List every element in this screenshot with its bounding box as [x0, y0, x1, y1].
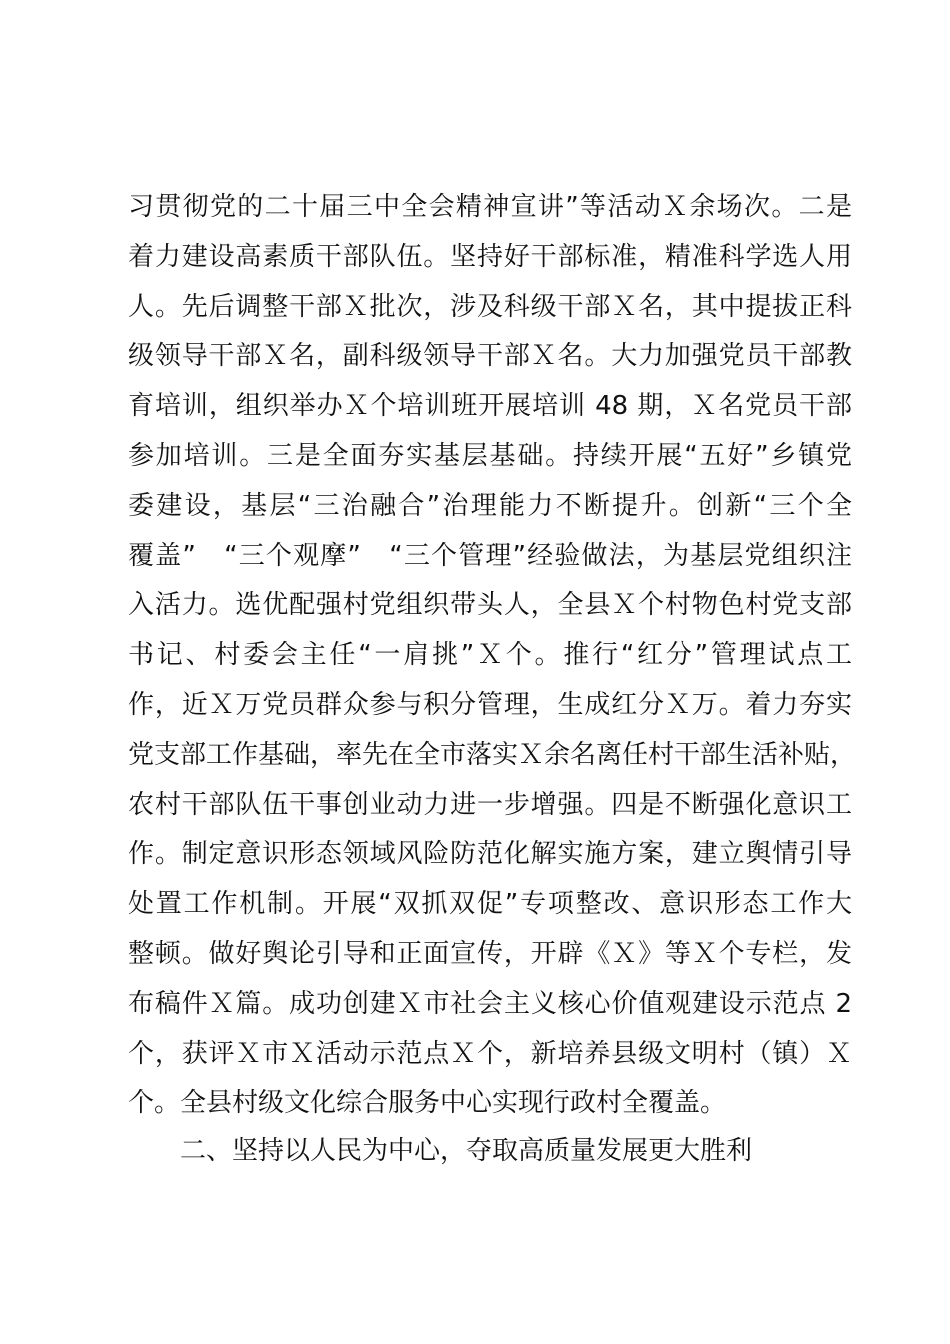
paragraph-line: 人。先后调整干部Ｘ批次，涉及科级干部Ｘ名，其中提拔正科: [128, 291, 852, 322]
paragraph-line: 着力建设高素质干部队伍。坚持好干部标准，精准科学选人用: [128, 241, 852, 272]
paragraph-line: 个。全县村级文化综合服务中心实现行政村全覆盖。: [128, 1088, 727, 1119]
paragraph-line: 参加培训。三是全面夯实基层基础。持续开展“五好”乡镇党: [128, 440, 852, 471]
paragraph-line: 委建设，基层“三治融合”治理能力不断提升。创新“三个全: [128, 490, 852, 521]
paragraph-line: 作。制定意识形态领域风险防范化解实施方案，建立舆情引导: [128, 839, 852, 870]
section-heading: 二、坚持以人民为中心，夺取高质量发展更大胜利: [180, 1136, 753, 1166]
paragraph-line: 处置工作机制。开展“双抓双促”专项整改、意识形态工作大: [128, 889, 852, 920]
paragraph-line: 整顿。做好舆论引导和正面宣传，开辟《Ｘ》等Ｘ个专栏，发: [128, 938, 852, 969]
paragraph-line: 级领导干部Ｘ名，副科级领导干部Ｘ名。大力加强党员干部教: [128, 341, 852, 372]
paragraph-line: 习贯彻党的二十届三中全会精神宣讲”等活动Ｘ余场次。二是: [128, 192, 852, 222]
paragraph-line: 书记、村委会主任“一肩挑”Ｘ个。推行“红分”管理试点工: [128, 640, 852, 671]
body-paragraph: [128, 183, 857, 1129]
paragraph-line: 布稿件Ｘ篇。成功创建Ｘ市社会主义核心价值观建设示范点 2: [128, 988, 852, 1019]
paragraph-line: 覆盖” “三个观摩” “三个管理”经验做法，为基层党组织注: [128, 540, 852, 571]
paragraph-line: 入活力。选优配强村党组织带头人，全县Ｘ个村物色村党支部: [128, 590, 852, 621]
paragraph-line: 农村干部队伍干事创业动力进一步增强。四是不断强化意识工: [128, 789, 852, 820]
paragraph-line: 个，获评Ｘ市Ｘ活动示范点Ｘ个，新培养县级文明村（镇）Ｘ: [128, 1038, 852, 1069]
paragraph-line: 作，近Ｘ万党员群众参与积分管理，生成红分Ｘ万。着力夯实: [128, 689, 852, 720]
paragraph-line: 育培训，组织举办Ｘ个培训班开展培训 48 期，Ｘ名党员干部: [128, 391, 852, 422]
paragraph-line: 党支部工作基础，率先在全市落实Ｘ余名离任村干部生活补贴，: [128, 739, 857, 770]
